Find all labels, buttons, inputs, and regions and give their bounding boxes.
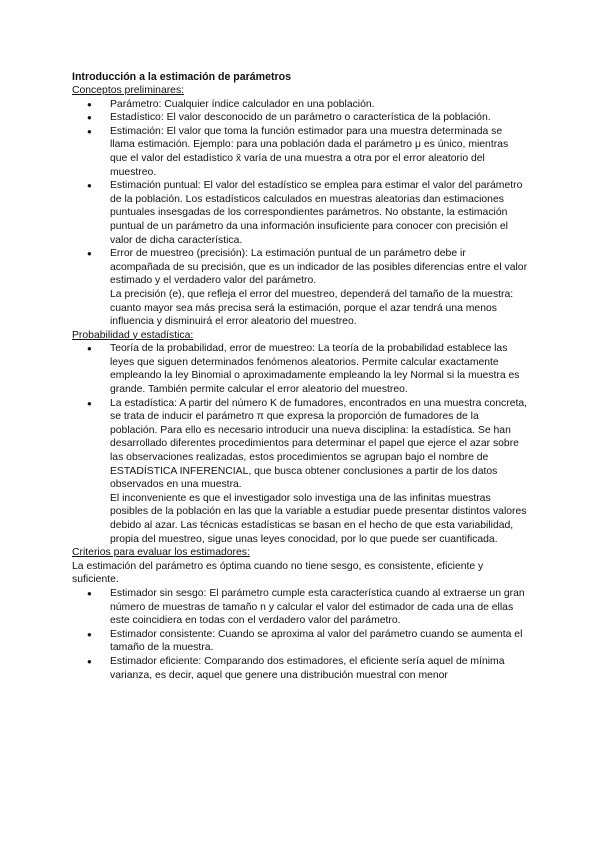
list-item (72, 655, 528, 682)
item-text: ● Error de muestreo (precisión): La estimación puntual de un parámetro debe ir acompañada de su precisión, que es un indicador de las posibles diferencias entre el valor estimado y el verdadero valor del parámetro. (110, 248, 528, 287)
section-heading: Conceptos preliminares: (72, 85, 185, 96)
section-heading: Criterios para evaluar los estimadores: (72, 547, 250, 559)
item-text: ● Teoría de la probabilidad, error de muestreo: La teoría de la probabilidad establece las leyes que siguen determinados fenómenos aleatorios. Permite calcular exactamente empleando la ley Binomial o aproximadamente empleando la ley Normal si la muestra es grande. También permite calcular el error aleatorio del muestreo. (110, 343, 520, 396)
item-text: ● Estimación: El valor que toma la función estimador para una muestra determinada se llama estimación. Ejemplo: para una población dada el parámetro μ es único, mientras que el valor del estadístico x̄ varía de una muestra a otra por el error aleatorio del muestreo. (110, 125, 509, 178)
item-text: La precisión (e), que refleja el error del muestreo, dependerá del tamaño de la muestra: cuanto mayor sea más precisa será la estimación, porque el azar tendrá una menos influencia y disminuirá el error aleatorio del muestreo. (110, 288, 514, 328)
list-item (72, 98, 528, 112)
section-heading: Probabilidad y estadística: (72, 329, 194, 341)
item-text: ● Estimador sin sesgo: El parámetro cumple esta característica cuando al extraerse un gran número de muestras de tamaño n y calcular el valor del estimador de cada una de ellas este coincidiera en todas con el verdadero valor del parámetro. (110, 587, 525, 627)
item-text: ● Estimador eficiente: Comparando dos estimadores, el eficiente sería aquel de mínima varianza, es decir, aquel que genere una distribución muestral con menor (110, 655, 505, 681)
list-item (72, 397, 528, 547)
item-text: ● Estadístico: El valor desconocido de un parámetro o característica de la población. (110, 112, 491, 124)
list-item (72, 342, 528, 396)
section-intro: La estimación del parámetro es óptima cuando no tiene sesgo, es consistente, eficiente y suficiente. (72, 560, 484, 586)
list-item (72, 247, 528, 329)
list-item (72, 587, 528, 628)
document-title: Introducción a la estimación de parámetros (72, 71, 291, 83)
bullet-list (72, 587, 528, 682)
bullet-list (72, 98, 528, 329)
list-item (72, 179, 528, 247)
item-text: ● Parámetro: Cualquier índice calculador en una población. (110, 98, 375, 110)
document-page (72, 70, 528, 682)
list-item (72, 628, 528, 655)
item-text: ● Estimación puntual: El valor del estadístico se emplea para estimar el valor del parámetro de la población. Los estadísticos calculados en muestras aleatorias dan estimaciones puntuales insesgadas de los correspondientes parámetros. No obstante, la estimación puntual de un parámetro da una información insuficiente para conocer con precisión el valor de dicha característica. (110, 180, 523, 246)
bullet-list (72, 342, 528, 546)
list-item (72, 111, 528, 125)
item-text: ● La estadística: A partir del número K de fumadores, encontrados en una muestra concreta, se trata de inducir el parámetro π que expresa la proporción de fumadores de la población. Para ello es necesario introducir una nueva disciplina: la estadística. Se han desarrollado diferentes procedimientos para determinar el papel que ejerce el azar sobre las observaciones realizadas, estos procedimientos se agrupan bajo el nombre de ESTADÍSTICA INFERENCIAL, que busca obtener conclusiones a partir de los datos observados en una muestra. (110, 397, 528, 491)
list-item (72, 125, 528, 179)
item-text: El inconveniente es que el investigador solo investiga una de las infinitas muestras posibles de la población en las que la variable a estudiar puede presentar distintos valores debido al azar. Las técnicas estadísticas se basan en el hecho de que esta variabilidad, propia del muestreo, sigue unas leyes conocidad, por lo que puede ser cuantificada. (110, 492, 527, 545)
item-text: ● Estimador consistente: Cuando se aproxima al valor del parámetro cuando se aumenta el tamaño de la muestra. (110, 628, 523, 654)
